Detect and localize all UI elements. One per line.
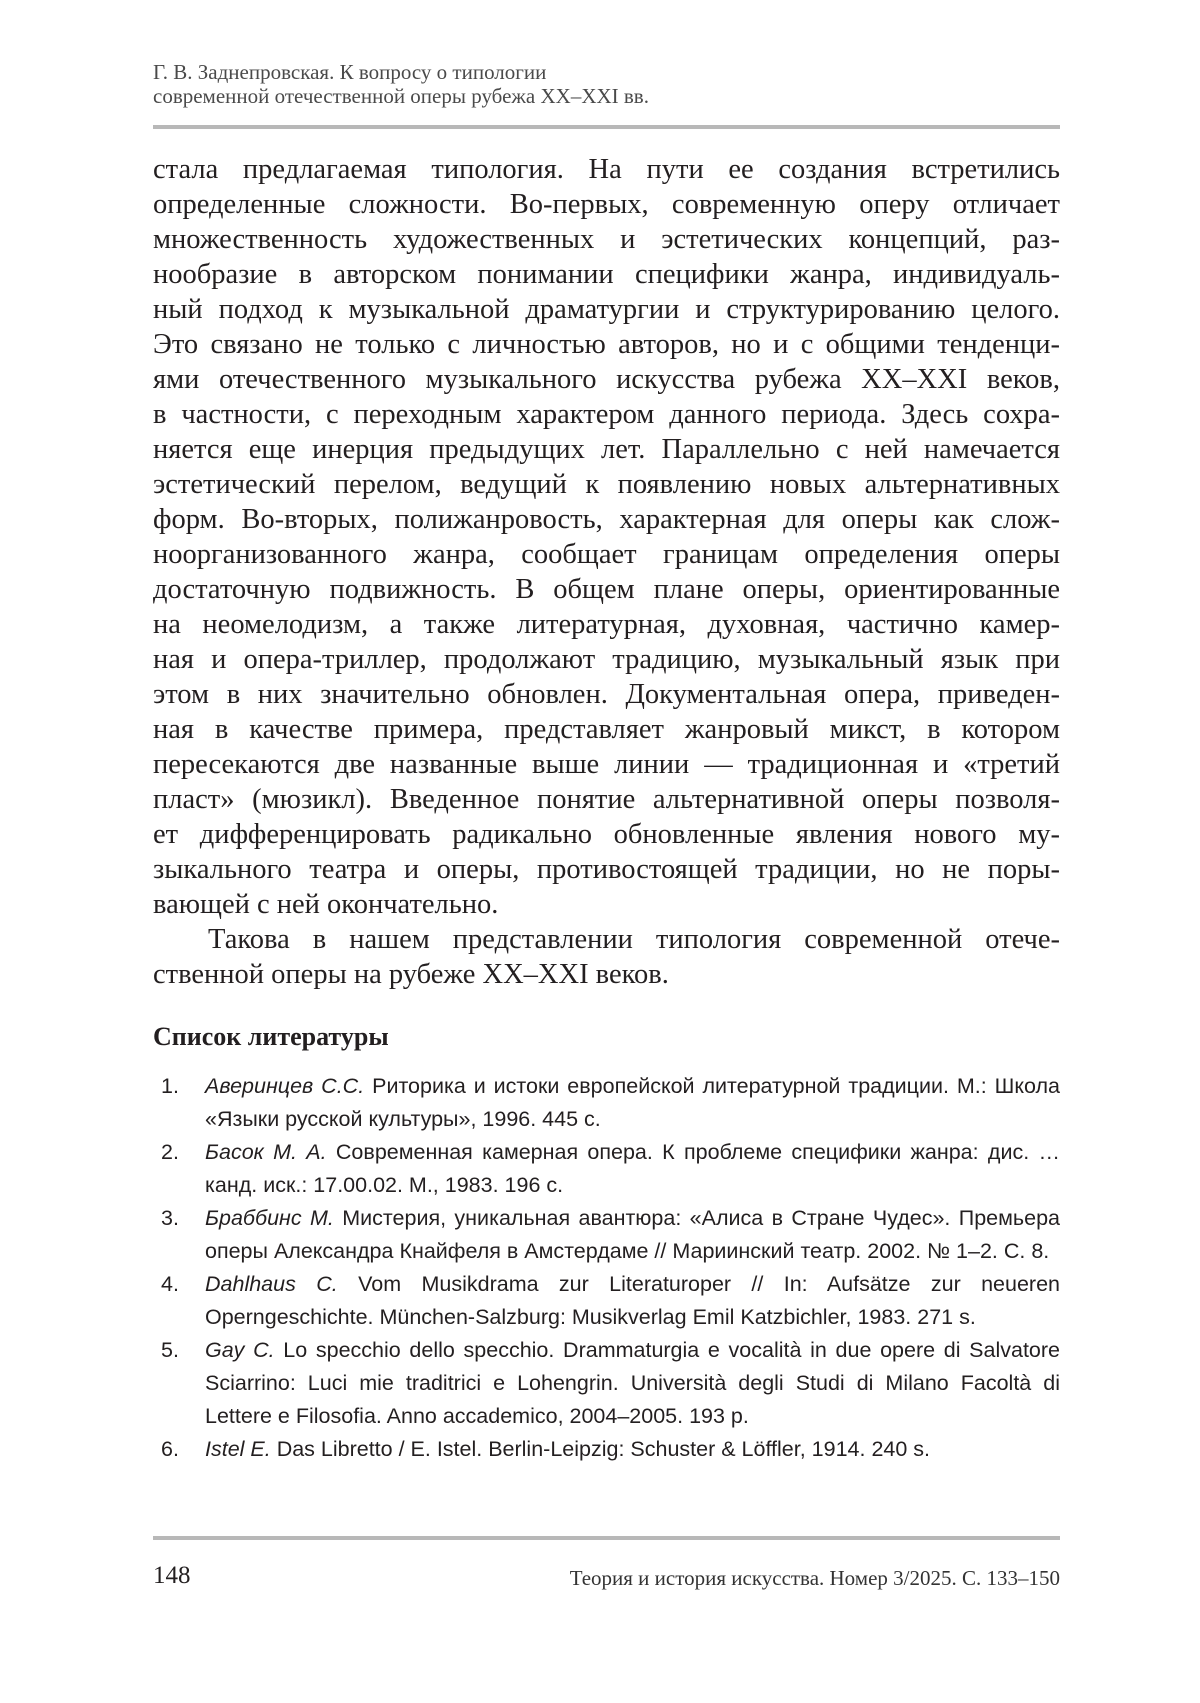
body-line: ями отечественного музыкального искусства рубежа XX–XXI веков,	[153, 364, 1060, 395]
body-line: пласт» (мюзикл). Введенное понятие альтернативной оперы позволя-	[153, 784, 1060, 815]
body-text	[153, 152, 1060, 992]
header-divider	[153, 125, 1060, 129]
reference-item	[153, 1334, 1060, 1433]
body-line: ная и опера-триллер, продолжают традицию, музыкальный язык при	[153, 644, 1060, 675]
body-line: ный подход к музыкальной драматургии и структурированию целого.	[153, 294, 1060, 325]
reference-item	[153, 1136, 1060, 1202]
body-line: ет дифференцировать радикально обновленные явления нового му-	[153, 819, 1060, 850]
body-line: няется еще инерция предыдущих лет. Параллельно с ней намечается	[153, 434, 1060, 465]
body-line: зыкального театра и оперы, противостоящей традиции, но не поры-	[153, 854, 1060, 885]
reference-number: 1.	[161, 1074, 179, 1098]
reference-text	[205, 1268, 1060, 1334]
reference-details: Мистерия, уникальная авантюра: «Алиса в Стране Чудес». Премьера оперы Александра Кнайфеля в Амстердаме // Мариинский театр. 2002. № 1–2. С. 8.	[205, 1206, 1060, 1263]
reference-text	[205, 1202, 1060, 1268]
reference-author: Istel E.	[205, 1437, 271, 1461]
reference-item	[153, 1433, 1060, 1466]
reference-number: 2.	[161, 1140, 179, 1164]
reference-author: Gay C.	[205, 1338, 275, 1362]
reference-item	[153, 1070, 1060, 1136]
reference-details: Vom Musikdrama zur Literaturoper // In: Aufsätze zur neueren Operngeschichte. München-Salzburg: Musikverlag Emil Katzbichler, 1983. 271 s.	[205, 1272, 1060, 1329]
reference-text	[205, 1334, 1060, 1433]
body-line: в частности, с переходным характером данного периода. Здесь сохра-	[153, 399, 1060, 430]
reference-number: 6.	[161, 1437, 179, 1461]
reference-details: Lo specchio dello specchio. Drammaturgia e vocalità in due opere di Salvatore Sciarrino: Luci mie traditrici e Lohengrin. Università degli Studi di Milano Facoltà di Lettere e Filosofia. Anno accademico, 2004–2005. 193 p.	[205, 1338, 1061, 1428]
body-line: форм. Во-вторых, полижанровость, характерная для оперы как слож-	[153, 504, 1060, 535]
reference-details: Das Libretto / E. Istel. Berlin-Leipzig: Schuster & Löffler, 1914. 240 s.	[270, 1437, 931, 1461]
body-line: нообразие в авторском понимании специфики жанра, индивидуаль-	[153, 259, 1060, 290]
reference-author: Басок М. А.	[205, 1140, 327, 1164]
body-line: этом в них значительно обновлен. Документальная опера, приведен-	[153, 679, 1060, 710]
reference-details: Риторика и истоки европейской литературной традиции. М.: Школа «Языки русской культуры», 1996. 445 с.	[205, 1074, 1060, 1131]
body-line: ственной оперы на рубеже XX–XXI веков.	[153, 959, 669, 990]
body-line: определенные сложности. Во-первых, современную оперу отличает	[153, 189, 1060, 220]
body-line: эстетический перелом, ведущий к появлению новых альтернативных	[153, 469, 1060, 500]
running-header-line-2: современной отечественной оперы рубежа XX–XXI вв.	[153, 84, 649, 108]
body-line: на неомелодизм, а также литературная, духовная, частично камер-	[153, 609, 1060, 640]
footer-divider	[153, 1536, 1060, 1540]
reference-author: Браббинс М.	[205, 1206, 334, 1230]
journal-citation: Теория и история искусства. Номер 3/2025. С. 133–150	[569, 1566, 1060, 1590]
page-number: 148	[153, 1562, 191, 1589]
reference-author: Аверинцев С.С.	[205, 1074, 365, 1098]
reference-text	[205, 1136, 1060, 1202]
body-line: пересекаются две названные выше линии — традиционная и «третий	[153, 749, 1060, 780]
body-line: стала предлагаемая типология. На пути ее создания встретились	[153, 154, 1060, 185]
running-header-line-1: Г. В. Заднепровская. К вопросу о типологии	[153, 60, 547, 84]
reference-item	[153, 1268, 1060, 1334]
reference-number: 3.	[161, 1206, 179, 1230]
reference-item	[153, 1202, 1060, 1268]
running-header	[153, 60, 649, 108]
reference-details: Современная камерная опера. К проблеме специфики жанра: дис. … канд. иск.: 17.00.02. М., 1983. 196 с.	[205, 1140, 1060, 1197]
references-list	[153, 1070, 1060, 1466]
body-line: достаточную подвижность. В общем плане оперы, ориентированные	[153, 574, 1060, 605]
reference-number: 4.	[161, 1272, 179, 1296]
body-line: вающей с ней окончательно.	[153, 889, 499, 920]
body-line: ная в качестве примера, представляет жанровый микст, в котором	[153, 714, 1060, 745]
body-line: Это связано не только с личностью авторов, но и с общими тенденци-	[153, 329, 1060, 360]
body-line: ноорганизованного жанра, сообщает границам определения оперы	[153, 539, 1060, 570]
reference-number: 5.	[161, 1338, 179, 1362]
reference-text	[205, 1433, 1060, 1466]
body-line: Такова в нашем представлении типология современной отече-	[208, 924, 1060, 955]
references-heading: Список литературы	[153, 1022, 389, 1051]
reference-author: Dahlhaus C.	[205, 1272, 338, 1296]
reference-text	[205, 1070, 1060, 1136]
body-line: множественность художественных и эстетических концепций, раз-	[153, 224, 1060, 255]
